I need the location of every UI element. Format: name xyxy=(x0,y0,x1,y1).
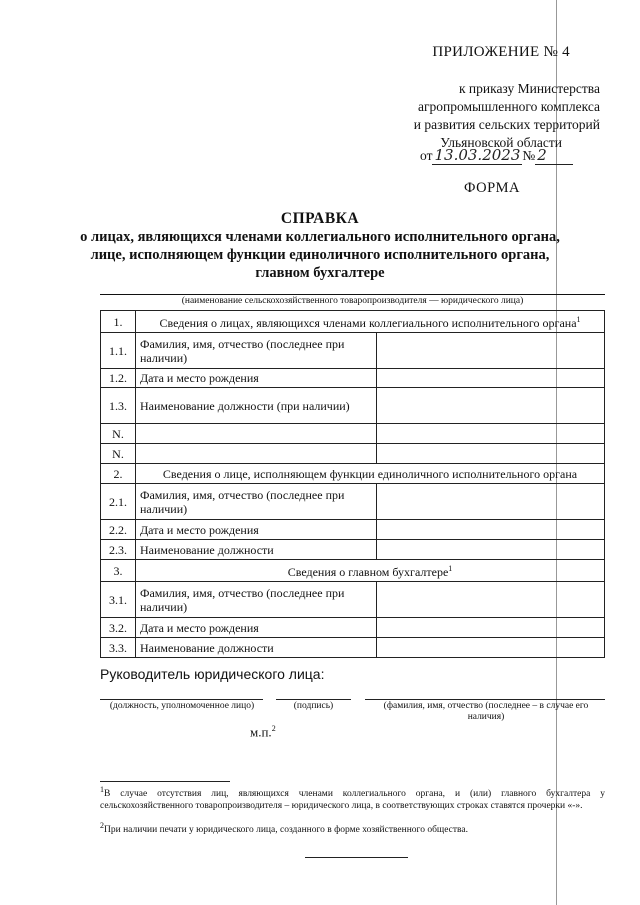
signature-caption: (подпись) xyxy=(293,701,334,711)
appendix-label: ПРИЛОЖЕНИЕ № 4 xyxy=(432,44,570,60)
value-cell[interactable] xyxy=(377,388,605,424)
row-number: 2.2. xyxy=(101,520,136,540)
form-label: ФОРМА xyxy=(464,180,521,196)
footnote-mark: 1 xyxy=(576,315,581,324)
value-cell[interactable] xyxy=(377,540,605,560)
footnote-text: В случае отсутствия лиц, являющихся членами коллегиального органа, и (или) главного бухгалтера у сельскохозяйственного товаропроизводителя – юридического лица, в соответствующих строках ставятся прочерки «-». xyxy=(100,789,605,811)
position-line[interactable] xyxy=(100,699,263,700)
stamp-label: м.п. xyxy=(250,724,272,740)
section-header: Сведения о лице, исполняющем функции единоличного исполнительного органа xyxy=(136,464,605,484)
section-text: Сведения о главном бухгалтере xyxy=(287,565,449,579)
position-caption: (должность, уполномоченное лицо) xyxy=(109,701,255,711)
number-prefix: № xyxy=(522,148,536,163)
value-cell[interactable] xyxy=(377,520,605,540)
table-row xyxy=(101,444,605,464)
date-prefix: от xyxy=(420,148,433,163)
bottom-rule xyxy=(305,857,408,858)
row-number: 1.1. xyxy=(101,333,136,369)
row-label: Фамилия, имя, отчество (последнее при наличии) xyxy=(136,484,377,520)
row-label: Дата и место рождения xyxy=(136,369,377,388)
full-name-line[interactable] xyxy=(365,699,605,700)
footnote-text: При наличии печати у юридического лица, созданного в форме хозяйственного общества. xyxy=(104,825,468,836)
value-cell[interactable] xyxy=(377,484,605,520)
value-cell[interactable] xyxy=(377,424,605,444)
title-line: лице, исполняющем функции единоличного исполнительного органа, xyxy=(90,247,550,263)
section-header xyxy=(136,560,605,582)
handwritten-number: 2 xyxy=(535,146,573,165)
table-row xyxy=(101,638,605,658)
table-row xyxy=(101,582,605,618)
stamp-place xyxy=(250,724,276,740)
table-row xyxy=(101,540,605,560)
row-number: 2.1. xyxy=(101,484,136,520)
table-row xyxy=(101,311,605,333)
title-line: главном бухгалтере xyxy=(255,265,385,281)
org-name-caption: (наименование сельскохозяйственного товаропроизводителя — юридического лица) xyxy=(181,296,524,306)
row-number: 3.3. xyxy=(101,638,136,658)
table-row xyxy=(101,560,605,582)
table-row xyxy=(101,333,605,369)
section-header xyxy=(136,311,605,333)
value-cell[interactable] xyxy=(377,638,605,658)
row-number: 1.3. xyxy=(101,388,136,424)
order-date-line xyxy=(420,146,573,165)
signature-heading: Руководитель юридического лица: xyxy=(100,666,325,682)
value-cell[interactable] xyxy=(377,333,605,369)
row-label xyxy=(136,424,377,444)
handwritten-date: 13.03.2023 xyxy=(434,146,521,164)
footnote-mark: 1 xyxy=(448,564,453,573)
full-name-caption: (фамилия, имя, отчество (последнее – в случае его наличия) xyxy=(383,701,589,722)
row-label: Фамилия, имя, отчество (последнее при наличии) xyxy=(136,582,377,618)
table-row xyxy=(101,618,605,638)
table-row xyxy=(101,520,605,540)
order-reference xyxy=(414,80,600,152)
row-number: 3.1. xyxy=(101,582,136,618)
footnote-1 xyxy=(100,784,605,812)
order-line: агропромышленного комплекса xyxy=(418,99,600,114)
table-row xyxy=(101,424,605,444)
org-name-line xyxy=(100,294,605,295)
info-table xyxy=(100,310,605,658)
order-line: к приказу Министерства xyxy=(458,81,600,96)
section-text: Сведения о лицах, являющихся членами коллегиального исполнительного органа xyxy=(159,316,577,330)
footnote-mark: 2 xyxy=(271,724,276,733)
row-number: 2. xyxy=(101,464,136,484)
table-row xyxy=(101,464,605,484)
order-line: и развития сельских территорий xyxy=(413,117,600,132)
footnote-mark: 2 xyxy=(100,821,104,830)
row-number: 3.2. xyxy=(101,618,136,638)
row-label: Наименование должности xyxy=(136,540,377,560)
value-cell[interactable] xyxy=(377,444,605,464)
footnote-2 xyxy=(100,820,605,837)
row-label: Наименование должности xyxy=(136,638,377,658)
row-number: 3. xyxy=(101,560,136,582)
value-cell[interactable] xyxy=(377,369,605,388)
row-label: Фамилия, имя, отчество (последнее при наличии) xyxy=(136,333,377,369)
title-line: о лицах, являющихся членами коллегиального исполнительного органа, xyxy=(80,229,560,245)
row-number: N. xyxy=(101,424,136,444)
table-row xyxy=(101,388,605,424)
value-cell[interactable] xyxy=(377,582,605,618)
row-number: 1. xyxy=(101,311,136,333)
row-label: Дата и место рождения xyxy=(136,520,377,540)
order-line: Ульяновской области xyxy=(440,135,562,150)
document-title xyxy=(0,210,640,282)
row-number: 1.2. xyxy=(101,369,136,388)
title-main: СПРАВКА xyxy=(280,210,360,227)
table-row xyxy=(101,369,605,388)
footnote-separator xyxy=(100,781,230,782)
row-label xyxy=(136,444,377,464)
row-label: Дата и место рождения xyxy=(136,618,377,638)
row-number: N. xyxy=(101,444,136,464)
value-cell[interactable] xyxy=(377,618,605,638)
row-number: 2.3. xyxy=(101,540,136,560)
signature-line[interactable] xyxy=(276,699,351,700)
row-label: Наименование должности (при наличии) xyxy=(136,388,377,424)
table-row xyxy=(101,484,605,520)
footnote-mark: 1 xyxy=(100,785,104,794)
